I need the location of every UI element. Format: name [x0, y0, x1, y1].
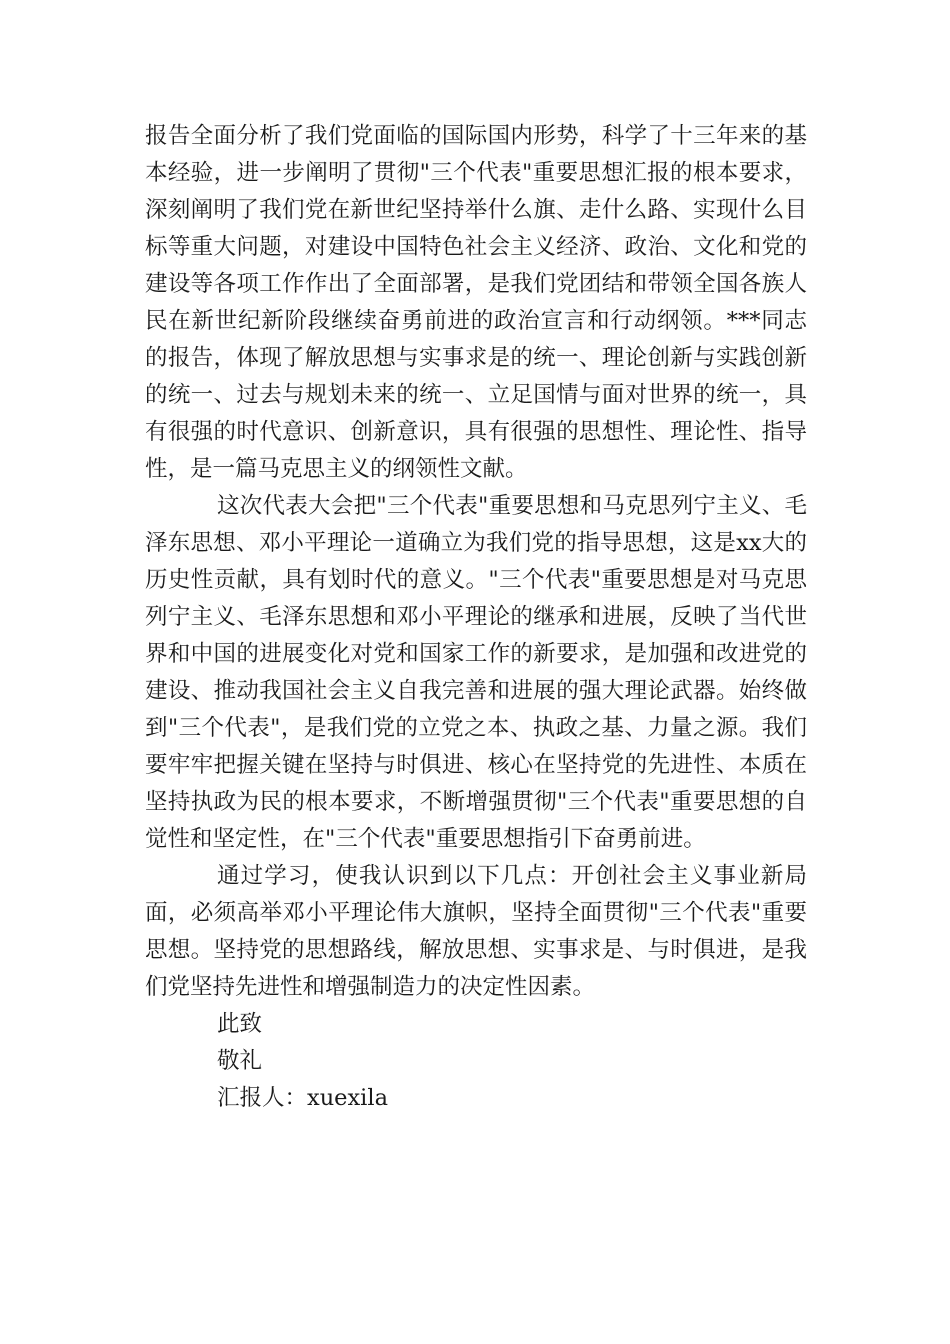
- paragraph-learning-conclusions: 通过学习，使我认识到以下几点：开创社会主义事业新局面，必须高举邓小平理论伟大旗帜，坚持全面贯彻"三个代表"重要思想。坚持党的思想路线，解放思想、实事求是、与时俱进，是我们党坚持先进性和增强制造力的决定性因素。: [145, 863, 807, 1000]
- signature: 汇报人：xuexila: [217, 1085, 388, 1111]
- closing-regards: 敬礼: [217, 1048, 263, 1074]
- paragraph-three-represents: 这次代表大会把"三个代表"重要思想和马克思列宁主义、毛泽东思想、邓小平理论一道确立为我们党的指导思想，这是xx大的历史性贡献，具有划时代的意义。"三个代表"重要思想是对马克思列宁主义、毛泽东思想和邓小平理论的继承和进展，反映了当代世界和中国的进展变化对党和国家工作的新要求，是加强和改进党的建设、推动我国社会主义自我完善和进展的强大理论武器。始终做到"三个代表"，是我们党的立党之本、执政之基、力量之源。我们要牢牢把握关键在坚持与时俱进、核心在坚持党的先进性、本质在坚持执政为民的根本要求，不断增强贯彻"三个代表"重要思想的自觉性和坚定性，在"三个代表"重要思想指引下奋勇前进。: [145, 493, 807, 852]
- closing-salutation: 此致: [217, 1011, 263, 1037]
- document-body: [145, 118, 807, 1117]
- paragraph-report-summary: 报告全面分析了我们党面临的国际国内形势，科学了十三年来的基本经验，进一步阐明了贯彻"三个代表"重要思想汇报的根本要求，深刻阐明了我们党在新世纪坚持举什么旗、走什么路、实现什么目标等重大问题，对建设中国特色社会主义经济、政治、文化和党的建设等各项工作作出了全面部署，是我们党团结和带领全国各族人民在新世纪新阶段继续奋勇前进的政治宣言和行动纲领。***同志的报告，体现了解放思想与实事求是的统一、理论创新与实践创新的统一、过去与规划未来的统一、立足国情与面对世界的统一，具有很强的时代意识、创新意识，具有很强的思想性、理论性、指导性，是一篇马克思主义的纲领性文献。: [145, 123, 807, 482]
